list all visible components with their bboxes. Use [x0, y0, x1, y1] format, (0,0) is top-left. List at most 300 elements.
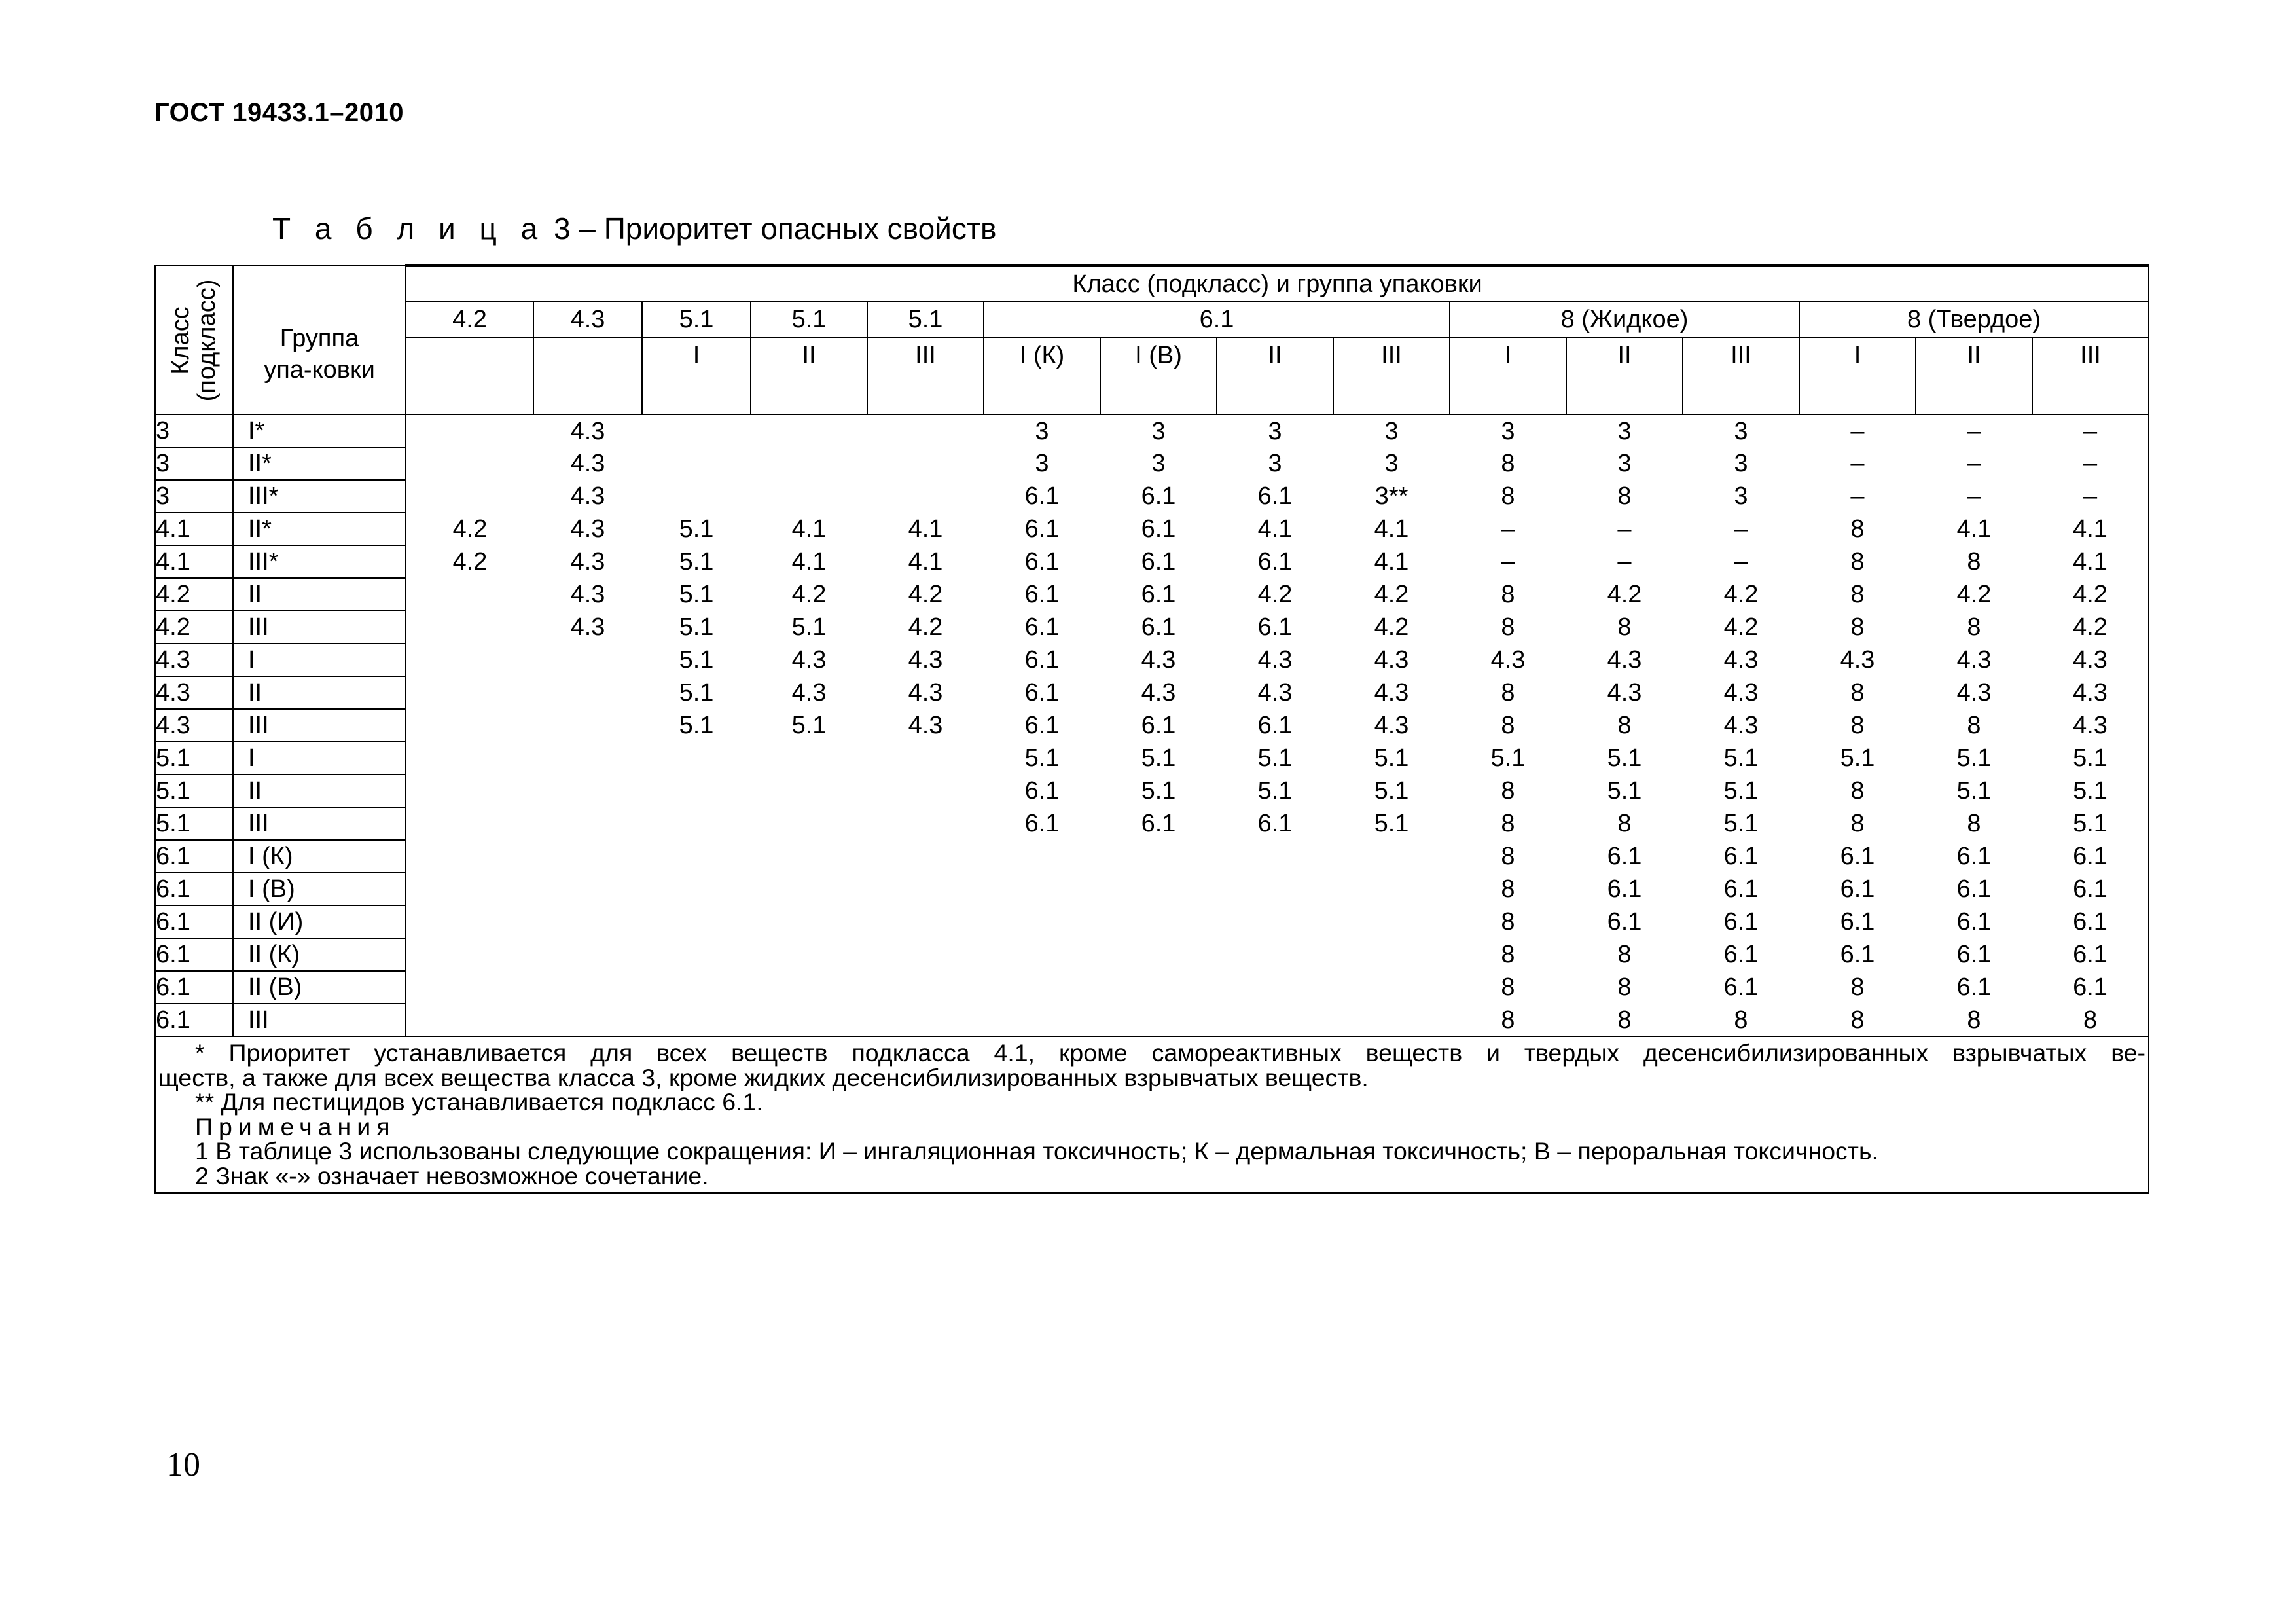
value-cell: 6.1: [1141, 712, 1176, 739]
value-cell: [867, 1004, 984, 1036]
subcol-header: I: [1450, 337, 1566, 414]
table-row: [155, 611, 2149, 644]
value-cell: 4.2: [2032, 611, 2149, 644]
value-cell: 5.1: [791, 613, 827, 641]
value-cell: [406, 905, 533, 938]
row-group-cell: II (В): [233, 971, 406, 1004]
row-class-cell: 3: [155, 447, 233, 480]
value-cell: [1217, 905, 1333, 938]
value-cell: [406, 414, 533, 447]
table-row: [155, 807, 2149, 840]
value-cell: [867, 840, 984, 873]
table-title: [272, 211, 996, 246]
value-cell: 5.1: [2032, 742, 2149, 775]
table-row: [155, 709, 2149, 742]
value-cell: [867, 807, 984, 840]
value-cell: 5.1: [1607, 777, 1642, 805]
value-cell: [642, 807, 751, 840]
value-cell: 6.1: [1257, 483, 1293, 510]
value-cell: [751, 905, 867, 938]
value-cell: 5.1: [1723, 744, 1759, 772]
row-class-cell: 4.1: [155, 545, 233, 578]
value-cell: [1217, 1004, 1333, 1036]
value-cell: 3: [1734, 417, 1748, 445]
value-cell: 6.1: [1141, 483, 1176, 510]
row-group-cell: I (В): [233, 873, 406, 905]
value-cell: 6.1: [1840, 941, 1875, 968]
value-cell: 8: [1683, 1004, 1799, 1036]
value-cell: [1100, 1004, 1217, 1036]
subcol-header: I: [1799, 337, 1916, 414]
value-cell: [1217, 938, 1333, 971]
value-cell: [1333, 840, 1450, 873]
value-cell: 5.1: [1956, 777, 1992, 805]
row-group-cell: I: [233, 644, 406, 676]
table-row: [155, 742, 2149, 775]
value-cell: [406, 447, 533, 480]
value-cell: 6.1: [1723, 843, 1759, 870]
value-cell: [751, 775, 867, 807]
subcol-header: III: [1333, 337, 1450, 414]
value-cell: [1100, 905, 1217, 938]
value-cell: 4.3: [2032, 676, 2149, 709]
value-cell: [533, 873, 642, 905]
value-cell: 8: [1850, 679, 1865, 706]
row-class-cell: 6.1: [155, 840, 233, 873]
value-cell: 4.3: [1141, 679, 1176, 706]
value-cell: –: [2032, 414, 2149, 447]
value-cell: 4.1: [908, 515, 943, 543]
value-cell: 6.1: [1956, 974, 1992, 1001]
row-class-cell: 4.3: [155, 644, 233, 676]
header-row-2: [155, 302, 2149, 337]
value-cell: 8: [1501, 450, 1515, 477]
col-header: 6.1: [984, 302, 1450, 337]
value-cell: 4.1: [1374, 515, 1409, 543]
value-cell: 5.1: [679, 581, 714, 608]
value-cell: 8: [1850, 777, 1865, 805]
note-1: 1 В таблице 3 использованы следующие сокращения: И – ингаляционная токсичность; К – дермальная токсичность; В – пероральная токсичность.: [195, 1137, 1878, 1165]
subcol-header: I (К): [984, 337, 1100, 414]
table-row: [155, 414, 2149, 447]
value-cell: [406, 775, 533, 807]
value-cell: 6.1: [1607, 875, 1642, 903]
value-cell: [533, 905, 642, 938]
value-cell: [533, 775, 642, 807]
row-group-cell: III*: [233, 545, 406, 578]
value-cell: 8: [1501, 712, 1515, 739]
value-cell: 4.1: [791, 548, 827, 575]
value-cell: 3: [1035, 417, 1049, 445]
table-row: [155, 905, 2149, 938]
value-cell: [406, 873, 533, 905]
value-cell: [406, 644, 533, 676]
value-cell: [1217, 840, 1333, 873]
value-cell: –: [1734, 548, 1748, 575]
value-cell: 3: [1617, 450, 1632, 477]
value-cell: 8: [1617, 941, 1632, 968]
table-row: [155, 644, 2149, 676]
subcol-header: III: [867, 337, 984, 414]
value-cell: 5.1: [679, 548, 714, 575]
value-cell: 8: [1617, 483, 1632, 510]
value-cell: 5.1: [1723, 810, 1759, 837]
value-cell: [751, 480, 867, 513]
value-cell: 4.1: [2032, 513, 2149, 545]
row-class-cell: 3: [155, 480, 233, 513]
value-cell: 4.3: [570, 417, 605, 445]
value-cell: 6.1: [1024, 712, 1060, 739]
value-cell: 8: [1501, 974, 1515, 1001]
value-cell: [406, 742, 533, 775]
row-class-cell: 6.1: [155, 873, 233, 905]
value-cell: 4.2: [452, 548, 488, 575]
value-cell: [1333, 971, 1450, 1004]
table-row: [155, 676, 2149, 709]
value-cell: 8: [1617, 712, 1632, 739]
value-cell: 8: [1799, 1004, 1916, 1036]
value-cell: –: [1617, 515, 1632, 543]
value-cell: 4.3: [1723, 679, 1759, 706]
value-cell: [751, 447, 867, 480]
value-cell: 6.1: [1956, 941, 1992, 968]
value-cell: [533, 709, 642, 742]
value-cell: 4.3: [908, 679, 943, 706]
value-cell: 4.3: [570, 515, 605, 543]
value-cell: 8: [1501, 810, 1515, 837]
row-class-cell: 6.1: [155, 971, 233, 1004]
value-cell: 6.1: [1607, 843, 1642, 870]
value-cell: [406, 971, 533, 1004]
value-cell: [867, 447, 984, 480]
value-cell: 6.1: [1141, 515, 1176, 543]
value-cell: [642, 1004, 751, 1036]
value-cell: 8: [1566, 1004, 1683, 1036]
value-cell: 4.3: [2032, 644, 2149, 676]
value-cell: [867, 742, 984, 775]
value-cell: 8: [1850, 581, 1865, 608]
value-cell: 8: [1850, 548, 1865, 575]
value-cell: 8: [1501, 908, 1515, 936]
value-cell: 8: [1850, 515, 1865, 543]
value-cell: [751, 840, 867, 873]
notes-row: [155, 1036, 2149, 1193]
value-cell: [1100, 873, 1217, 905]
value-cell: [751, 1004, 867, 1036]
value-cell: [984, 1004, 1100, 1036]
value-cell: 6.1: [1024, 548, 1060, 575]
value-cell: 5.1: [1490, 744, 1526, 772]
value-cell: [867, 905, 984, 938]
value-cell: 3: [1384, 450, 1399, 477]
row-class-cell: 6.1: [155, 938, 233, 971]
value-cell: 8: [1967, 712, 1981, 739]
value-cell: 4.3: [1141, 646, 1176, 674]
value-cell: 6.1: [1840, 875, 1875, 903]
value-cell: 8: [1850, 810, 1865, 837]
value-cell: [867, 480, 984, 513]
value-cell: [1333, 873, 1450, 905]
value-cell: [867, 414, 984, 447]
value-cell: 5.1: [679, 679, 714, 706]
value-cell: [867, 873, 984, 905]
footnote-double-star: ** Для пестицидов устанавливается подкласс 6.1.: [195, 1088, 763, 1116]
value-cell: 4.1: [2032, 545, 2149, 578]
value-cell: 4.3: [1374, 679, 1409, 706]
span-header: Класс (подкласс) и группа упаковки: [406, 266, 2149, 302]
value-cell: [751, 807, 867, 840]
value-cell: [1100, 938, 1217, 971]
table-row: [155, 1004, 2149, 1036]
value-cell: 3: [1384, 417, 1399, 445]
page-number: 10: [166, 1446, 200, 1484]
value-cell: –: [1967, 417, 1981, 445]
value-cell: [1333, 905, 1450, 938]
table-row: [155, 775, 2149, 807]
value-cell: 5.1: [1956, 744, 1992, 772]
value-cell: [406, 807, 533, 840]
value-cell: 4.2: [908, 613, 943, 641]
row-group-cell: III: [233, 709, 406, 742]
value-cell: 4.3: [1607, 646, 1642, 674]
table-row: [155, 447, 2149, 480]
value-cell: 4.3: [570, 581, 605, 608]
value-cell: 3: [1734, 483, 1748, 510]
value-cell: [406, 676, 533, 709]
value-cell: 6.1: [1723, 941, 1759, 968]
value-cell: 3: [1501, 417, 1515, 445]
table-body: [155, 414, 2149, 1036]
value-cell: 3: [1734, 450, 1748, 477]
subcol-header: II: [1566, 337, 1683, 414]
value-cell: [867, 971, 984, 1004]
col-header: 8 (Твердое): [1799, 302, 2149, 337]
row-class-cell: 5.1: [155, 807, 233, 840]
value-cell: –: [1734, 515, 1748, 543]
value-cell: –: [2032, 447, 2149, 480]
value-cell: [984, 938, 1100, 971]
value-cell: 4.1: [791, 515, 827, 543]
col-header: 5.1: [642, 302, 751, 337]
value-cell: [406, 1004, 533, 1036]
value-cell: –: [1617, 548, 1632, 575]
value-cell: 4.3: [2032, 709, 2149, 742]
row-class-cell: 5.1: [155, 742, 233, 775]
value-cell: [406, 938, 533, 971]
value-cell: 4.3: [1374, 712, 1409, 739]
row-group-cell: III: [233, 611, 406, 644]
table-title-label: Т а б л и ц а: [272, 211, 546, 246]
value-cell: [984, 971, 1100, 1004]
value-cell: 8: [1501, 941, 1515, 968]
value-cell: 4.2: [908, 581, 943, 608]
row-group-cell: I: [233, 742, 406, 775]
subcol-header: [406, 337, 533, 414]
value-cell: 4.3: [570, 483, 605, 510]
group-column-header: [233, 266, 406, 414]
row-group-cell: III: [233, 807, 406, 840]
value-cell: 8: [1501, 581, 1515, 608]
value-cell: [1333, 1004, 1450, 1036]
value-cell: 4.3: [791, 646, 827, 674]
row-class-cell: 6.1: [155, 1004, 233, 1036]
value-cell: 4.1: [1956, 515, 1992, 543]
value-cell: [642, 414, 751, 447]
value-cell: 6.1: [1141, 613, 1176, 641]
value-cell: 8: [1967, 613, 1981, 641]
value-cell: 5.1: [2032, 807, 2149, 840]
value-cell: –: [2032, 480, 2149, 513]
value-cell: 3: [1035, 450, 1049, 477]
value-cell: [867, 775, 984, 807]
value-cell: 4.1: [908, 548, 943, 575]
value-cell: [751, 938, 867, 971]
value-cell: 6.1: [1024, 515, 1060, 543]
value-cell: 5.1: [1257, 744, 1293, 772]
value-cell: 4.3: [1257, 646, 1293, 674]
value-cell: –: [1501, 548, 1515, 575]
value-cell: 8: [1850, 974, 1865, 1001]
value-cell: 6.1: [2032, 938, 2149, 971]
value-cell: 5.1: [1374, 777, 1409, 805]
value-cell: 8: [1501, 777, 1515, 805]
subcol-header: I (В): [1100, 337, 1217, 414]
class-column-header: [155, 266, 233, 414]
table-row: [155, 840, 2149, 873]
row-class-cell: 5.1: [155, 775, 233, 807]
value-cell: 8: [2032, 1004, 2149, 1036]
value-cell: 6.1: [1141, 548, 1176, 575]
value-cell: –: [1850, 483, 1865, 510]
value-cell: [533, 644, 642, 676]
value-cell: 6.1: [1257, 548, 1293, 575]
value-cell: 6.1: [1840, 843, 1875, 870]
value-cell: 4.2: [791, 581, 827, 608]
value-cell: 5.1: [679, 712, 714, 739]
value-cell: 4.3: [908, 712, 943, 739]
row-group-cell: II: [233, 775, 406, 807]
value-cell: 4.3: [1840, 646, 1875, 674]
value-cell: 6.1: [1024, 777, 1060, 805]
value-cell: 3: [1151, 417, 1166, 445]
value-cell: 4.2: [452, 515, 488, 543]
value-cell: 6.1: [1141, 581, 1176, 608]
value-cell: [642, 480, 751, 513]
col-header: 4.3: [533, 302, 642, 337]
subcol-header: [533, 337, 642, 414]
value-cell: [642, 447, 751, 480]
value-cell: [1333, 938, 1450, 971]
value-cell: 4.3: [1956, 646, 1992, 674]
value-cell: 4.2: [1257, 581, 1293, 608]
value-cell: 8: [1450, 1004, 1566, 1036]
value-cell: 5.1: [1723, 777, 1759, 805]
value-cell: [751, 414, 867, 447]
row-class-cell: 6.1: [155, 905, 233, 938]
value-cell: 4.2: [1374, 581, 1409, 608]
group-column-label: Группа упа-ковки: [264, 325, 375, 384]
value-cell: 5.1: [1607, 744, 1642, 772]
value-cell: 5.1: [1257, 777, 1293, 805]
col-header: 8 (Жидкое): [1450, 302, 1799, 337]
subcol-header: II: [1916, 337, 2032, 414]
value-cell: [406, 480, 533, 513]
value-cell: 6.1: [1024, 810, 1060, 837]
value-cell: 5.1: [1374, 744, 1409, 772]
value-cell: 4.2: [1607, 581, 1642, 608]
subcol-header: III: [1683, 337, 1799, 414]
value-cell: [1217, 873, 1333, 905]
value-cell: [642, 742, 751, 775]
value-cell: 4.2: [1723, 613, 1759, 641]
value-cell: 4.3: [1723, 646, 1759, 674]
value-cell: 6.1: [2032, 971, 2149, 1004]
value-cell: 6.1: [1024, 679, 1060, 706]
value-cell: 6.1: [1723, 974, 1759, 1001]
value-cell: 4.3: [791, 679, 827, 706]
value-cell: [642, 840, 751, 873]
subcol-header: II: [1217, 337, 1333, 414]
value-cell: 6.1: [1024, 613, 1060, 641]
value-cell: 5.1: [2032, 775, 2149, 807]
value-cell: 4.2: [1956, 581, 1992, 608]
value-cell: 3: [1151, 450, 1166, 477]
value-cell: [642, 905, 751, 938]
row-class-cell: 4.1: [155, 513, 233, 545]
value-cell: [406, 611, 533, 644]
value-cell: 6.1: [1607, 908, 1642, 936]
value-cell: 6.1: [2032, 905, 2149, 938]
value-cell: 6.1: [1141, 810, 1176, 837]
table-row: [155, 578, 2149, 611]
value-cell: [533, 807, 642, 840]
row-class-cell: 4.3: [155, 709, 233, 742]
value-cell: [751, 873, 867, 905]
value-cell: 5.1: [1024, 744, 1060, 772]
value-cell: 6.1: [2032, 840, 2149, 873]
value-cell: [984, 840, 1100, 873]
class-column-label: Класс (подкласс): [166, 279, 221, 401]
row-group-cell: I (К): [233, 840, 406, 873]
row-group-cell: III*: [233, 480, 406, 513]
value-cell: 3: [1268, 417, 1282, 445]
value-cell: [984, 905, 1100, 938]
subcol-header: II: [751, 337, 867, 414]
value-cell: 4.2: [1723, 581, 1759, 608]
value-cell: –: [1850, 417, 1865, 445]
value-cell: –: [1967, 450, 1981, 477]
value-cell: [1217, 971, 1333, 1004]
footnote-star-line2: ществ, а также для всех вещества класса 3, кроме жидких десенсибилизированных взрывчатых веществ.: [158, 1063, 1369, 1091]
value-cell: 5.1: [1840, 744, 1875, 772]
value-cell: 6.1: [1723, 908, 1759, 936]
table-row: [155, 545, 2149, 578]
row-group-cell: II (К): [233, 938, 406, 971]
value-cell: 4.1: [1257, 515, 1293, 543]
value-cell: –: [1967, 483, 1981, 510]
value-cell: [406, 578, 533, 611]
value-cell: –: [1501, 515, 1515, 543]
value-cell: [642, 775, 751, 807]
value-cell: 8: [1501, 483, 1515, 510]
value-cell: 6.1: [1257, 712, 1293, 739]
value-cell: 5.1: [1141, 744, 1176, 772]
value-cell: 4.1: [1374, 548, 1409, 575]
value-cell: 6.1: [1956, 843, 1992, 870]
table-row: [155, 513, 2149, 545]
value-cell: [751, 742, 867, 775]
value-cell: 6.1: [1257, 810, 1293, 837]
